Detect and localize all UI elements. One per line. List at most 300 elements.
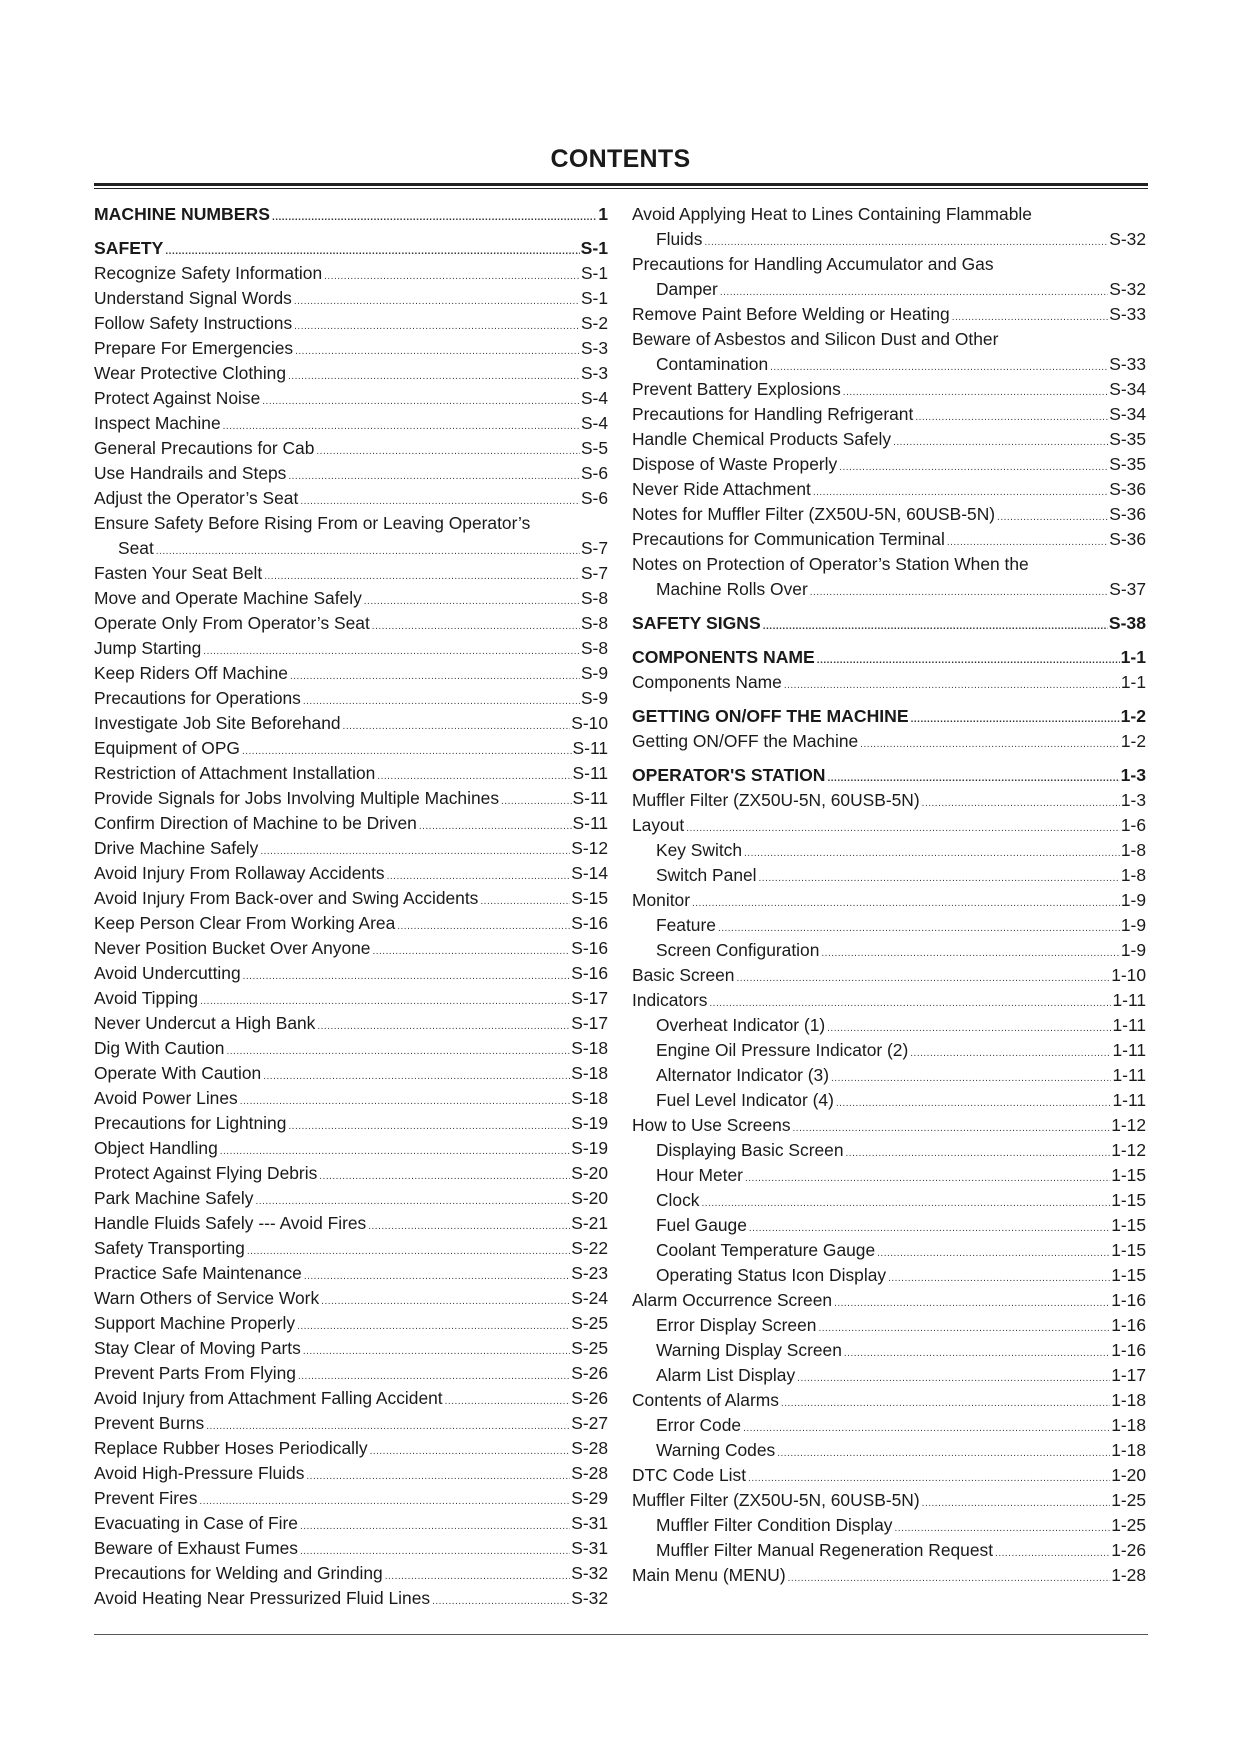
toc-entry[interactable] [94,1461,608,1486]
dot-leader [263,1072,570,1082]
toc-entry[interactable] [94,1261,608,1286]
toc-entry-page: S-3 [580,363,608,383]
toc-entry-page: 1-18 [1111,1390,1146,1410]
toc-entry-title: Clock [656,1190,700,1210]
toc-entry-page: S-28 [571,1438,608,1458]
toc-entry-wrapped[interactable]: Beware of Asbestos and Silicon Dust and Other [632,329,999,349]
toc-entry[interactable] [94,1386,608,1411]
toc-entry-title: Operating Status Icon Display [656,1265,887,1285]
toc-entry-title: Move and Operate Machine Safely [94,588,362,608]
toc-entry-title: Dispose of Waste Properly [632,454,838,474]
toc-entry[interactable] [94,936,608,961]
dot-leader [888,1274,1110,1284]
toc-entry-page: S-5 [580,438,608,458]
toc-entry-page: 1-9 [1120,890,1146,910]
toc-entry-title: Muffler Filter Condition Display [656,1515,893,1535]
toc-subentry[interactable] [632,1513,1146,1538]
bottom-rule [94,1634,1148,1635]
dot-leader [364,597,580,607]
toc-entry-title: Never Position Bucket Over Anyone [94,938,371,958]
dot-leader [206,1422,570,1432]
toc-entry-title: Alternator Indicator (3) [656,1065,830,1085]
dot-leader [397,922,570,932]
toc-entry[interactable] [632,729,1146,754]
toc-entry-title: Inspect Machine [94,413,221,433]
toc-entry-title: Replace Rubber Hoses Periodically [94,1438,368,1458]
toc-entry-title: Use Handrails and Steps [94,463,287,483]
toc-entry-title: Getting ON/OFF the Machine [632,731,859,751]
dot-leader [220,1147,571,1157]
toc-entry-continuation[interactable]: Damper ..... S-32 [632,277,1146,302]
toc-entry[interactable] [632,1388,1146,1413]
toc-entry-continuation[interactable]: Fluids ..... S-32 [632,227,1146,252]
toc-entry[interactable] [94,1586,608,1611]
toc-entry-page: S-8 [580,638,608,658]
toc-entry-title: Fuel Gauge [656,1215,747,1235]
toc-entry[interactable] [94,686,608,711]
toc-entry-page: S-9 [580,688,608,708]
toc-section-machine-numbers[interactable]: MACHINE NUMBERS ..... 1 [94,202,608,227]
toc-right-column [632,202,1146,1588]
dot-leader [997,513,1108,523]
toc-entry-title: Avoid Heating Near Pressurized Fluid Lines [94,1588,431,1608]
toc-entry[interactable] [94,611,608,636]
toc-entry-title: Drive Machine Safely [94,838,259,858]
toc-entry-page: S-18 [571,1063,608,1083]
toc-entry-page: S-26 [571,1388,608,1408]
toc-entry-title: Avoid Injury from Attachment Falling Accident [94,1388,443,1408]
dot-leader [295,347,580,357]
dot-leader [718,924,1120,934]
toc-entry[interactable] [94,961,608,986]
toc-entry-title: Coolant Temperature Gauge [656,1240,876,1260]
dot-leader [290,672,580,682]
dot-leader [743,1424,1110,1434]
toc-section-operators-station[interactable]: OPERATOR'S STATION ..... 1-3 [632,763,1146,788]
dot-leader [860,740,1120,750]
toc-entry-page: 1-17 [1111,1365,1146,1385]
dot-leader [203,647,580,657]
toc-subentry[interactable] [632,1338,1146,1363]
dot-leader [297,1322,570,1332]
toc-entry[interactable] [94,711,608,736]
toc-entry[interactable] [94,836,608,861]
dot-leader [300,497,580,507]
toc-entry-page: S-4 [580,413,608,433]
toc-entry-page: S-16 [571,963,608,983]
toc-entry[interactable] [94,736,608,761]
dot-leader [915,413,1108,423]
toc-entry[interactable] [632,1463,1146,1488]
toc-entry-title: Jump Starting [94,638,202,658]
toc-section-safety-signs[interactable]: SAFETY SIGNS ..... S-38 [632,611,1146,636]
toc-entry-page: S-22 [571,1238,608,1258]
toc-entry-title: Precautions for Communication Terminal [632,529,945,549]
dot-leader [317,1022,570,1032]
dot-leader [749,1224,1110,1234]
toc-entry-page: S-20 [571,1188,608,1208]
dot-leader [922,1499,1111,1509]
toc-entry-page: S-11 [572,763,608,783]
toc-entry[interactable] [94,1311,608,1336]
toc-entry[interactable] [632,527,1146,552]
toc-entry[interactable] [632,1113,1146,1138]
toc-entry-page: S-6 [580,463,608,483]
toc-entry-title: Prevent Burns [94,1413,205,1433]
toc-entry[interactable] [94,1561,608,1586]
toc-entry-page: 1-25 [1111,1490,1146,1510]
toc-entry[interactable] [94,561,608,586]
toc-entry-title: Indicators [632,990,708,1010]
toc-entry[interactable] [632,377,1146,402]
toc-entry[interactable] [632,477,1146,502]
dot-leader [501,797,572,807]
toc-entry-page: S-16 [571,938,608,958]
toc-entry-title: Practice Safe Maintenance [94,1263,302,1283]
toc-entry-title: Screen Configuration [656,940,820,960]
toc-entry[interactable] [94,261,608,286]
dot-leader [844,1349,1110,1359]
toc-entry[interactable] [94,811,608,836]
dot-leader [788,1574,1111,1584]
toc-entry-page: 1-15 [1111,1215,1146,1235]
toc-entry-title: Prevent Parts From Flying [94,1363,296,1383]
toc-entry-title: Park Machine Safely [94,1188,254,1208]
toc-entry[interactable] [94,411,608,436]
toc-section-safety[interactable]: SAFETY ..... S-1 [94,236,608,261]
toc-entry-page: S-18 [571,1038,608,1058]
toc-entry[interactable] [94,1236,608,1261]
toc-section-getting-on-off[interactable]: GETTING ON/OFF THE MACHINE ..... 1-2 [632,704,1146,729]
toc-entry[interactable] [94,486,608,511]
toc-entry-title: Prepare For Emergencies [94,338,294,358]
toc-entry-page: S-36 [1109,479,1146,499]
toc-subentry[interactable] [632,1163,1146,1188]
toc-subentry[interactable] [632,1363,1146,1388]
dot-leader [387,872,571,882]
toc-entry-title: General Precautions for Cab [94,438,315,458]
toc-entry-page: 1-8 [1120,865,1146,885]
toc-entry-page: 1-15 [1111,1190,1146,1210]
dot-leader [839,463,1108,473]
toc-entry[interactable] [94,986,608,1011]
toc-entry-title: Avoid Undercutting [94,963,241,983]
toc-entry-page: S-31 [571,1538,608,1558]
toc-entry-page: S-36 [1109,529,1146,549]
dot-leader [321,1297,570,1307]
toc-entry-title: Support Machine Properly [94,1313,296,1333]
toc-entry-title: Engine Oil Pressure Indicator (2) [656,1040,909,1060]
toc-subentry[interactable] [632,1138,1146,1163]
toc-subentry[interactable] [632,1038,1146,1063]
toc-entry-page: 1-18 [1111,1440,1146,1460]
toc-entry-page: 1-1 [1120,672,1146,692]
dot-leader [372,622,580,632]
toc-entry-page: S-3 [580,338,608,358]
toc-entry-continuation[interactable]: Seat ..... S-7 [94,536,608,561]
toc-entry-title: Monitor [632,890,690,910]
dot-leader [264,572,580,582]
toc-entry-title: Components Name [632,672,782,692]
toc-entry-page: S-27 [571,1413,608,1433]
toc-entry-title: Basic Screen [632,965,735,985]
toc-entry[interactable] [94,1436,608,1461]
toc-entry-wrapped[interactable]: Avoid Applying Heat to Lines Containing Flammable [632,204,1032,224]
dot-leader [377,772,571,782]
toc-entry[interactable] [632,1488,1146,1513]
toc-entry-title: Main Menu (MENU) [632,1565,786,1585]
toc-entry[interactable] [632,813,1146,838]
toc-entry-title: How to Use Screens [632,1115,791,1135]
toc-entry[interactable] [94,861,608,886]
toc-entry-title: Overheat Indicator (1) [656,1015,826,1035]
toc-entry-page: S-26 [571,1363,608,1383]
toc-entry-title: Prevent Battery Explosions [632,379,841,399]
toc-entry-title: Avoid Tipping [94,988,199,1008]
toc-entry-page: S-17 [571,1013,608,1033]
toc-subentry[interactable] [632,1413,1146,1438]
dot-leader [288,1122,570,1132]
toc-entry-title: Avoid High-Pressure Fluids [94,1463,305,1483]
toc-entry[interactable] [94,1161,608,1186]
toc-entry[interactable] [94,636,608,661]
dot-leader [910,1049,1111,1059]
toc-entry[interactable] [632,502,1146,527]
dot-leader [843,388,1108,398]
toc-entry-title: Safety Transporting [94,1238,245,1258]
toc-subentry[interactable] [632,1088,1146,1113]
toc-entry-page: 1-16 [1111,1290,1146,1310]
toc-entry-page: 1-2 [1120,731,1146,751]
toc-subentry[interactable] [632,1188,1146,1213]
toc-entry[interactable] [94,361,608,386]
toc-entry-title: Avoid Injury From Back-over and Swing Accidents [94,888,479,908]
toc-entry-page: 1-12 [1111,1140,1146,1160]
toc-entry-page: S-2 [580,313,608,333]
toc-entry-page: 1-11 [1112,1090,1146,1110]
toc-entry[interactable] [94,1286,608,1311]
toc-entry-page: S-19 [571,1138,608,1158]
toc-entry-page: 1-12 [1111,1115,1146,1135]
toc-entry-title: Wear Protective Clothing [94,363,287,383]
dot-leader [686,824,1120,834]
dot-leader [777,1449,1110,1459]
toc-entry-page: 1-25 [1111,1515,1146,1535]
toc-entry[interactable] [94,1211,608,1236]
toc-section-components-name[interactable]: COMPONENTS NAME ..... 1-1 [632,645,1146,670]
dot-leader [304,1272,570,1282]
toc-entry[interactable] [94,886,608,911]
toc-entry-title: Warning Display Screen [656,1340,842,1360]
toc-subentry[interactable] [632,913,1146,938]
toc-entry-continuation[interactable]: Contamination ..... S-33 [632,352,1146,377]
toc-entry[interactable] [94,436,608,461]
dot-leader [262,397,580,407]
dot-leader [846,1149,1111,1159]
dot-leader [288,472,580,482]
toc-entry-title: Investigate Job Site Beforehand [94,713,341,733]
toc-entry[interactable] [94,1011,608,1036]
toc-entry-page: S-1 [580,263,608,283]
toc-entry[interactable] [632,1288,1146,1313]
toc-entry[interactable] [632,988,1146,1013]
toc-entry-title: Muffler Filter (ZX50U-5N, 60USB-5N) [632,1490,920,1510]
toc-entry-title: Warning Codes [656,1440,776,1460]
toc-entry-page: 1-26 [1111,1540,1146,1560]
dot-leader [294,297,580,307]
dot-leader [784,681,1120,691]
toc-subentry[interactable] [632,1313,1146,1338]
toc-entry[interactable] [632,427,1146,452]
toc-entry[interactable] [632,670,1146,695]
dot-leader [748,1474,1110,1484]
dot-leader [298,1372,570,1382]
toc-entry-page: S-10 [571,713,608,733]
toc-subentry[interactable] [632,1263,1146,1288]
toc-entry-title: Handle Chemical Products Safely [632,429,892,449]
dot-leader [813,488,1108,498]
page-title: CONTENTS [550,145,691,173]
toc-subentry[interactable] [632,1213,1146,1238]
dot-leader [223,422,580,432]
toc-entry-page: S-21 [571,1213,608,1233]
dot-leader [199,1497,570,1507]
toc-entry[interactable] [94,1111,608,1136]
toc-entry-page: 1-8 [1120,840,1146,860]
toc-entry-page: S-16 [571,913,608,933]
dot-leader [894,1524,1110,1534]
toc-entry[interactable] [94,1361,608,1386]
dot-leader [827,1024,1111,1034]
toc-entry-title: Beware of Exhaust Fumes [94,1538,298,1558]
toc-entry-page: S-12 [571,838,608,858]
dot-leader [821,949,1119,959]
toc-entry[interactable] [94,1186,608,1211]
toc-entry-page: S-36 [1109,504,1146,524]
toc-entry[interactable] [94,1086,608,1111]
toc-entry-page: 1-6 [1120,815,1146,835]
toc-entry-page: S-23 [571,1263,608,1283]
toc-subentry[interactable] [632,1063,1146,1088]
toc-entry[interactable] [632,452,1146,477]
dot-leader [702,1199,1111,1209]
toc-entry[interactable] [94,586,608,611]
toc-entry-title: Evacuating in Case of Fire [94,1513,298,1533]
dot-leader [226,1047,570,1057]
toc-entry[interactable] [632,788,1146,813]
toc-left-column [94,202,608,1611]
toc-entry-title: Notes for Muffler Filter (ZX50U-5N, 60USB-5N) [632,504,996,524]
toc-subentry[interactable] [632,1238,1146,1263]
toc-entry-page: 1-20 [1111,1465,1146,1485]
toc-entry-title: Fuel Level Indicator (4) [656,1090,834,1110]
dot-leader [922,799,1120,809]
dot-leader [480,897,570,907]
toc-entry-title: Provide Signals for Jobs Involving Multiple Machines [94,788,500,808]
dot-leader [300,1547,570,1557]
toc-entry[interactable] [94,386,608,411]
toc-entry-page: S-32 [571,1588,608,1608]
dot-leader [372,947,570,957]
dot-leader [893,438,1108,448]
toc-entry[interactable] [632,888,1146,913]
toc-entry-title: Confirm Direction of Machine to be Driven [94,813,417,833]
toc-entry[interactable]: Remove Paint Before Welding or Heating ..... S-33 [632,302,1146,327]
toc-entry[interactable] [94,311,608,336]
toc-subentry[interactable] [632,863,1146,888]
toc-entry-wrapped[interactable]: Ensure Safety Before Rising From or Leaving Operator’s [94,513,531,533]
toc-entry-page: S-11 [572,788,608,808]
toc-entry-page: S-20 [571,1163,608,1183]
toc-entry-wrapped[interactable]: Notes on Protection of Operator’s Station When the [632,554,1029,574]
toc-entry[interactable] [94,661,608,686]
toc-entry[interactable] [94,1536,608,1561]
toc-entry-page: S-25 [571,1338,608,1358]
toc-subentry[interactable] [632,938,1146,963]
dot-leader [288,372,580,382]
toc-entry[interactable] [94,1036,608,1061]
dot-leader [831,1074,1111,1084]
toc-subentry[interactable] [632,838,1146,863]
toc-entry-page: S-19 [571,1113,608,1133]
toc-entry[interactable] [94,1511,608,1536]
toc-entry-page: 1-16 [1111,1340,1146,1360]
toc-entry-page: S-8 [580,588,608,608]
dot-leader [797,1374,1110,1384]
toc-entry[interactable] [94,1411,608,1436]
toc-entry-wrapped[interactable]: Precautions for Handling Accumulator and Gas [632,254,994,274]
toc-entry-page: S-24 [571,1288,608,1308]
toc-entry-continuation[interactable]: Machine Rolls Over ..... S-37 [632,577,1146,602]
toc-entry-page: 1-15 [1111,1165,1146,1185]
toc-entry-title: Stay Clear of Moving Parts [94,1338,301,1358]
toc-entry[interactable] [94,761,608,786]
dot-leader [445,1397,571,1407]
toc-entry[interactable] [94,286,608,311]
toc-entry-page: S-34 [1109,404,1146,424]
toc-entry-page: 1-10 [1111,965,1146,985]
toc-entry-title: Handle Fluids Safely --- Avoid Fires [94,1213,367,1233]
toc-entry-page: S-6 [580,488,608,508]
toc-subentry[interactable] [632,1538,1146,1563]
toc-entry[interactable] [94,1486,608,1511]
toc-entry[interactable] [94,1136,608,1161]
toc-entry[interactable] [94,911,608,936]
toc-entry-page: S-4 [580,388,608,408]
toc-entry-title: Keep Riders Off Machine [94,663,288,683]
dot-leader [303,697,580,707]
toc-entry-title: DTC Code List [632,1465,747,1485]
toc-entry[interactable] [632,402,1146,427]
toc-subentry[interactable] [632,1013,1146,1038]
toc-entry[interactable] [94,461,608,486]
toc-entry-page: 1-16 [1111,1315,1146,1335]
toc-entry-title: Operate Only From Operator’s Seat [94,613,370,633]
toc-entry[interactable] [632,963,1146,988]
dot-leader [745,1174,1110,1184]
dot-leader [709,999,1111,1009]
dot-leader [736,974,1110,984]
toc-entry[interactable] [632,1563,1146,1588]
toc-entry-page: S-11 [572,813,608,833]
toc-entry[interactable] [94,336,608,361]
toc-subentry[interactable] [632,1438,1146,1463]
toc-entry[interactable] [94,786,608,811]
dot-leader [432,1597,570,1607]
dot-leader [294,322,580,332]
toc-entry[interactable] [94,1061,608,1086]
toc-entry[interactable] [94,1336,608,1361]
